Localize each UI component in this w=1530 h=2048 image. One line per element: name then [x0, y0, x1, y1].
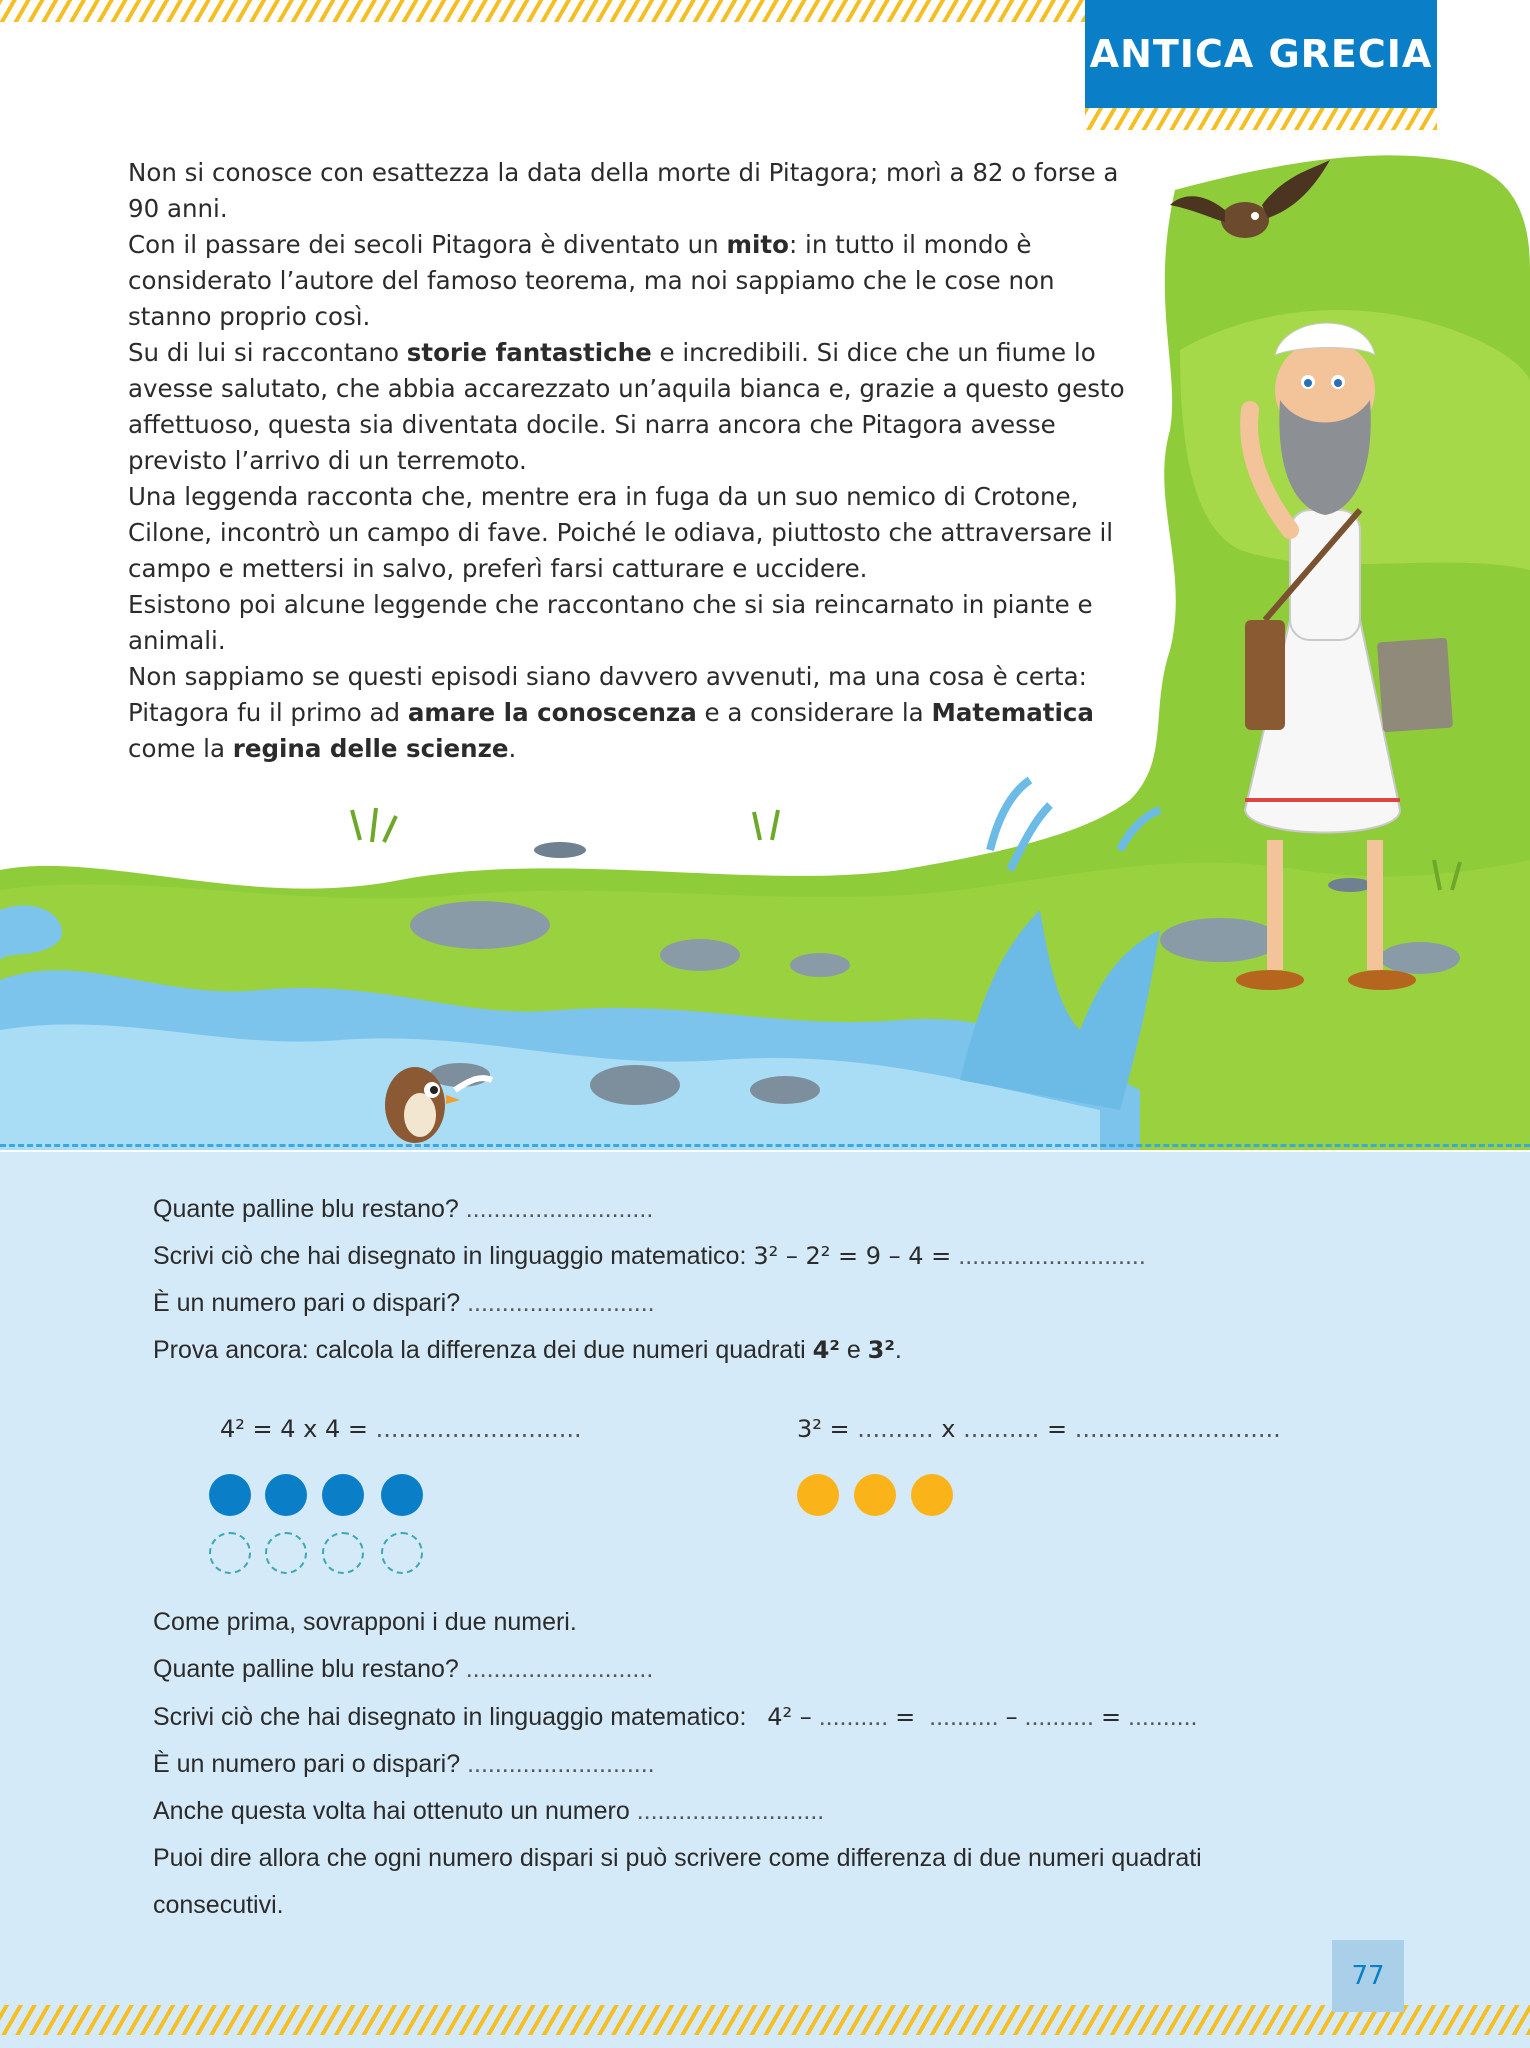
question-remaining-balls: Quante palline blu restano? ...........................: [153, 1195, 654, 1223]
question-try-again: Prova ancora: calcola la differenza dei due numeri quadrati 4² e 3².: [153, 1336, 902, 1364]
answer-blank[interactable]: ...........................: [467, 1289, 655, 1317]
question-math-language: Scrivi ciò che hai disegnato in linguaggio matematico: 3² – 2² = 9 – 4 = ...........................: [153, 1242, 1146, 1270]
story-paragraph: Non sappiamo se questi episodi siano davvero avvenuti, ma una cosa è certa: Pitagora fu il primo ad amare la conoscenza e a considerare la Matematica come la regina delle scienze.: [128, 662, 1094, 763]
top-hatch-stripe: [0, 0, 1085, 22]
orange-ball: [911, 1474, 953, 1516]
story-paragraph: Con il passare dei secoli Pitagora è diventato un mito: in tutto il mondo è considerato l’autore del famoso teorema, ma noi sappiamo che le cose non stanno proprio così.: [128, 230, 1055, 331]
conclusion-line: Puoi dire allora che ogni numero dispari si può scrivere come differenza di due numeri quadrati: [153, 1844, 1202, 1872]
answer-blank[interactable]: ..........: [1024, 1703, 1094, 1731]
answer-blank[interactable]: ...........................: [467, 1750, 655, 1778]
answer-blank[interactable]: ...........................: [1074, 1415, 1281, 1443]
answer-blank[interactable]: ..........: [963, 1415, 1040, 1443]
right-formula: 3² = .......... x .......... = ...........................: [797, 1415, 1281, 1443]
story-paragraph: Una leggenda racconta che, mentre era in fuga da un suo nemico di Crotone, Cilone, incontrò un campo di fave. Poiché le odiava, piuttosto che attraversare il campo e mettersi in salvo, preferì farsi catturare e uccidere.: [128, 482, 1114, 583]
question-even-odd: È un numero pari o dispari? ...........................: [153, 1289, 655, 1317]
question-remaining-balls: Quante palline blu restano? ...........................: [153, 1655, 654, 1683]
instruction-overlap: Come prima, sovrapponi i due numeri.: [153, 1608, 577, 1636]
answer-blank[interactable]: ..........: [857, 1415, 934, 1443]
left-formula: 4² = 4 x 4 = ...........................: [220, 1415, 582, 1443]
answer-blank[interactable]: ..........: [1128, 1703, 1198, 1731]
answer-blank[interactable]: ..........: [929, 1703, 999, 1731]
empty-ball-outline[interactable]: [209, 1532, 251, 1574]
answer-blank[interactable]: ...........................: [636, 1797, 825, 1825]
blue-ball: [381, 1474, 423, 1516]
empty-ball-outline[interactable]: [322, 1532, 364, 1574]
answer-blank[interactable]: ...........................: [375, 1415, 582, 1443]
panel-divider: [0, 1144, 1530, 1147]
story-paragraph: Non si conosce con esattezza la data della morte di Pitagora; morì a 82 o forse a 90 anni.: [128, 158, 1119, 223]
story-text: [128, 155, 1128, 767]
answer-blank[interactable]: ...........................: [465, 1195, 654, 1223]
section-tag: ANTICA GRECIA: [1085, 0, 1437, 108]
bottom-hatch-stripe: [0, 2005, 1530, 2035]
story-paragraph: Esistono poi alcune leggende che raccontano che si sia reincarnato in piante e animali.: [128, 590, 1093, 655]
blue-ball: [209, 1474, 251, 1516]
answer-blank[interactable]: ...........................: [465, 1655, 654, 1683]
empty-ball-outline[interactable]: [265, 1532, 307, 1574]
answer-blank[interactable]: ..........: [818, 1703, 889, 1731]
blue-ball: [265, 1474, 307, 1516]
tag-hatch-stripe: [1085, 108, 1437, 130]
question-number-type: Anche questa volta hai ottenuto un numero ...........................: [153, 1797, 825, 1825]
empty-ball-outline[interactable]: [381, 1532, 423, 1574]
story-paragraph: Su di lui si raccontano storie fantastiche e incredibili. Si dice che un fiume lo avesse salutato, che abbia accarezzato un’aquila bianca e, grazie a questo gesto affettuoso, questa sia diventata docile. Si narra ancora che Pitagora avesse previsto l’arrivo di un terremoto.: [128, 338, 1125, 475]
page-number: 77: [1332, 1940, 1404, 2012]
question-even-odd: È un numero pari o dispari? ...........................: [153, 1750, 655, 1778]
orange-ball: [797, 1474, 839, 1516]
orange-ball: [854, 1474, 896, 1516]
answer-blank[interactable]: ...........................: [958, 1242, 1146, 1270]
question-math-language: Scrivi ciò che hai disegnato in linguaggio matematico: 4² – .......... = .......... – .......... = ..........: [153, 1703, 1198, 1731]
conclusion-line: consecutivi.: [153, 1891, 284, 1919]
blue-ball: [322, 1474, 364, 1516]
